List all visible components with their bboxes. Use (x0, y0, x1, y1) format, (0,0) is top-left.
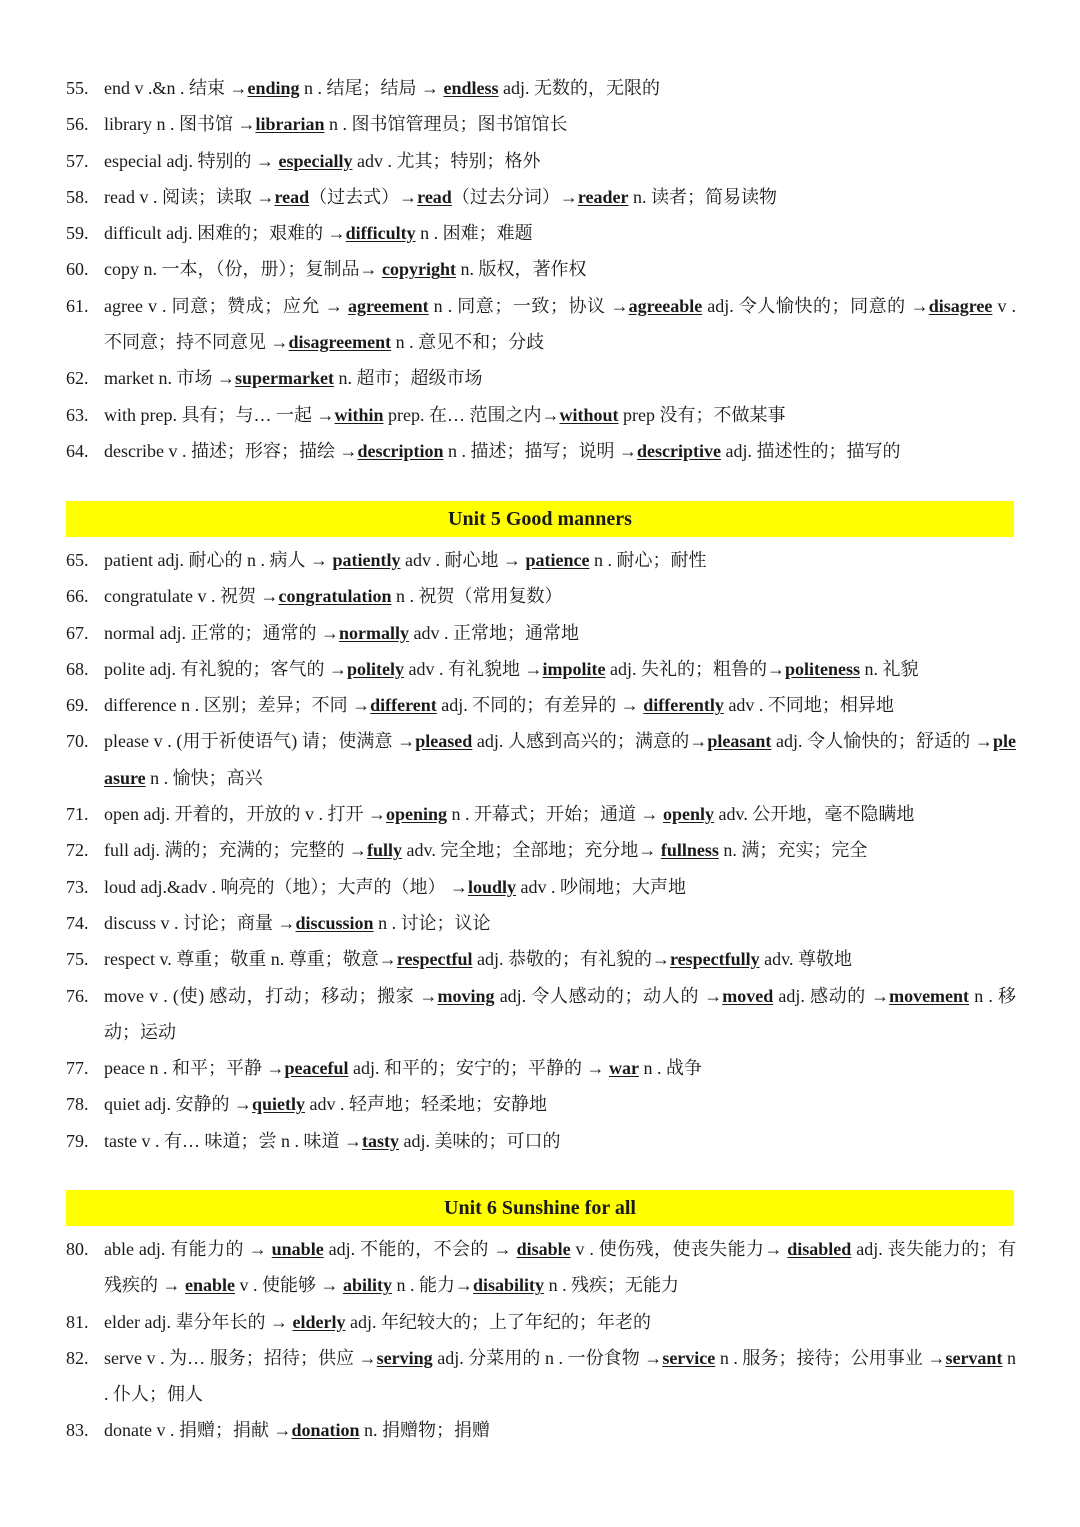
derived-word: within (334, 404, 384, 425)
entry-number: 68. (66, 658, 89, 679)
derived-word: endless (443, 78, 499, 98)
entry-definition: agree v . 同意；赞成；应允 → (104, 295, 348, 316)
entry-definition: （过去式）→ (309, 186, 418, 207)
entry-definition: v . 使能够 → (235, 1275, 344, 1296)
entry-text (104, 397, 1016, 433)
entry-definition: adj. 分菜用的 n . 一份食物 → (432, 1347, 663, 1368)
derived-word: ending (247, 78, 300, 98)
entry-definition: n. 礼貌 (860, 658, 919, 679)
derived-word: pleasant (707, 731, 772, 752)
entry-number: 79. (66, 1130, 89, 1151)
entry-text (104, 433, 1016, 469)
section-unit-4-continued (0, 70, 1080, 469)
entry-definition: open adj. 开着的，开放的 v . 打开 → (104, 804, 386, 825)
entry-text (104, 832, 1016, 868)
derived-word: servant (945, 1347, 1003, 1368)
derived-word: disagreement (288, 332, 392, 353)
entry-number: 83. (66, 1420, 89, 1441)
entry-definition: full adj. 满的；充满的；完整的 → (104, 840, 367, 861)
entry-definition: n. 满；充实；完全 (718, 840, 868, 861)
derived-word: patiently (332, 550, 401, 570)
entry-text (104, 941, 1016, 977)
entry-number: 67. (66, 622, 89, 643)
entry-number: 74. (66, 912, 89, 933)
entry-definition: peace n . 和平；平静 → (104, 1058, 285, 1079)
derived-word: different (370, 695, 437, 716)
entry-number: 62. (66, 368, 89, 389)
derived-word: differently (643, 695, 724, 716)
entry-definition: v . 使伤残，使丧失能力→ (570, 1239, 788, 1259)
entry-text (104, 978, 1016, 1051)
entry-definition: n . 耐心；耐性 (589, 550, 707, 570)
derived-word: opening (385, 804, 448, 825)
vocab-entry (0, 1304, 1080, 1340)
derived-word: normally (338, 622, 409, 643)
vocab-entry (0, 978, 1080, 1051)
derived-word: fully (367, 840, 403, 861)
derived-word: read (417, 186, 452, 207)
entry-definition: adv . 不同地；相异地 (723, 695, 894, 716)
entry-definition: read v . 阅读；读取 → (104, 186, 275, 207)
derived-word: read (274, 186, 310, 207)
derived-word: supermarket (234, 368, 334, 389)
entry-number: 55. (66, 78, 89, 98)
derived-word: agreement (347, 295, 429, 316)
entry-text (104, 1340, 1016, 1413)
entry-definition: adv . 耐心地 → (400, 550, 526, 570)
vocab-entry (0, 796, 1080, 832)
entry-definition: respect v. 尊重；敬重 n. 尊重；敬意→ (104, 949, 397, 970)
entry-text (104, 615, 1016, 651)
entry-definition: n . 描述；描写；说明 → (443, 440, 637, 461)
entry-definition: n . 战争 (638, 1058, 702, 1079)
unit-header: Unit 6 Sunshine for all (66, 1190, 1014, 1226)
entry-definition: patient adj. 耐心的 n . 病人 → (104, 550, 333, 570)
entry-number: 60. (66, 259, 89, 280)
entry-number: 61. (66, 295, 89, 316)
derived-word: war (608, 1058, 639, 1079)
entry-definition: n . 移动；运动 (104, 985, 1016, 1042)
derived-word: disable (516, 1239, 571, 1259)
derived-word: respectfully (669, 949, 760, 970)
entry-definition: adv . 有礼貌地 → (403, 658, 543, 679)
entry-definition: quiet adj. 安静的 → (104, 1094, 252, 1115)
entry-definition: n . 残疾；无能力 (544, 1275, 680, 1296)
derived-word: moved (722, 985, 774, 1006)
entry-text (104, 1304, 1016, 1340)
entry-definition: adj. 不能的，不会的 → (323, 1239, 517, 1259)
derived-word: movement (889, 985, 970, 1006)
derived-word: moving (437, 985, 495, 1006)
vocab-entry (0, 215, 1080, 251)
entry-definition: （过去分词）→ (451, 186, 578, 207)
entry-text (104, 796, 1016, 832)
entry-number: 71. (66, 804, 89, 825)
entry-definition: describe v . 描述；形容；描绘 → (104, 440, 358, 461)
entry-definition: copy n. 一本，（份，册）；复制品→ (104, 259, 382, 280)
entry-number: 64. (66, 440, 89, 461)
entry-definition: taste v . 有… 味道；尝 n . 味道 → (104, 1130, 362, 1151)
vocab-entry (0, 106, 1080, 142)
entry-definition: especial adj. 特别的 → (104, 150, 279, 171)
entry-definition: n . 同意；一致；协议 → (428, 295, 629, 316)
entry-definition: adj. 令人感动的；动人的 → (494, 985, 723, 1006)
entry-text (104, 251, 1016, 287)
vocab-entry (0, 360, 1080, 396)
entry-definition: adj. 无数的，无限的 (498, 78, 661, 98)
derived-word: fullness (660, 840, 719, 861)
entry-definition: library n . 图书馆 → (104, 114, 256, 135)
entry-number: 63. (66, 404, 89, 425)
derived-word: respectful (396, 949, 473, 970)
vocab-entry (0, 70, 1080, 106)
entry-definition: adv . 尤其；特别；格外 (352, 150, 541, 171)
entry-definition: difference n . 区别；差异；不同 → (104, 695, 371, 716)
entry-definition: market n. 市场 → (104, 368, 235, 389)
derived-word: disabled (787, 1239, 852, 1259)
entry-definition: adj. 恭敬的；有礼貌的→ (472, 949, 670, 970)
vocab-entry (0, 578, 1080, 614)
entry-definition: adj. 令人愉快的；舒适的 → (771, 731, 993, 752)
vocab-entry (0, 615, 1080, 651)
entry-definition: adj. 人感到高兴的；满意的→ (472, 731, 708, 752)
entry-definition: serve v . 为… 服务；招待；供应 → (104, 1347, 377, 1368)
entry-text (104, 578, 1016, 614)
vocab-entry (0, 651, 1080, 687)
vocab-entry (0, 1340, 1080, 1413)
vocab-entry (0, 832, 1080, 868)
derived-word: reader (577, 186, 629, 207)
entry-number: 77. (66, 1058, 89, 1079)
derived-word: descriptive (636, 440, 721, 461)
entry-definition: adj. 令人愉快的；同意的 → (702, 295, 929, 316)
entry-definition: adj. 年纪较大的；上了年纪的；年老的 (345, 1311, 651, 1332)
entry-definition: prep. 在… 范围之内→ (383, 404, 560, 425)
entry-definition: adj. 不同的；有差异的 → (436, 695, 644, 716)
entry-text (104, 687, 1016, 723)
derived-word: pleasure (104, 731, 1017, 788)
entry-number: 81. (66, 1311, 89, 1332)
entry-definition: n . 讨论；议论 (373, 912, 491, 933)
derived-word: service (662, 1347, 716, 1368)
entry-number: 59. (66, 223, 89, 244)
vocab-entry (0, 687, 1080, 723)
entry-definition: adv . 正常地；通常地 (408, 622, 579, 643)
derived-word: elderly (292, 1311, 346, 1332)
derived-word: donation (291, 1420, 360, 1441)
entry-number: 69. (66, 695, 89, 716)
vocab-entry (0, 179, 1080, 215)
entry-definition: move v . (使) 感动，打动；移动；搬家 → (104, 985, 438, 1006)
entry-text (104, 1050, 1016, 1086)
entry-definition: n . 意见不和；分歧 (391, 332, 545, 353)
derived-word: disagree (928, 295, 993, 316)
entry-text (104, 143, 1016, 179)
entry-definition: adv. 公开地，毫不隐瞒地 (714, 804, 915, 825)
vocab-entry (0, 433, 1080, 469)
vocab-entry (0, 1412, 1080, 1448)
entry-number: 80. (66, 1239, 89, 1259)
derived-word: peaceful (284, 1058, 349, 1079)
derived-word: loudly (467, 876, 517, 897)
entry-definition: n. 捐赠物；捐赠 (359, 1420, 491, 1441)
derived-word: congratulation (278, 586, 392, 607)
derived-word: especially (278, 150, 353, 171)
unit-header: Unit 5 Good manners (66, 501, 1014, 537)
entry-definition: n. 读者；简易读物 (628, 186, 777, 207)
entry-definition: polite adj. 有礼貌的；客气的 → (104, 658, 347, 679)
entry-text (104, 1086, 1016, 1122)
entry-text (104, 288, 1016, 361)
entry-text (104, 179, 1016, 215)
entry-definition: normal adj. 正常的；通常的 → (104, 622, 339, 643)
entry-list (0, 1231, 1080, 1449)
vocab-entry (0, 251, 1080, 287)
entry-text (104, 70, 1016, 106)
vocab-entry (0, 542, 1080, 578)
vocab-entry (0, 1123, 1080, 1159)
entry-text (104, 869, 1016, 905)
entry-text (104, 651, 1016, 687)
entry-text (104, 723, 1016, 796)
entry-definition: adj. 和平的；安宁的；平静的 → (348, 1058, 609, 1079)
entry-number: 70. (66, 731, 89, 752)
derived-word: agreeable (628, 295, 703, 316)
entry-definition: n . 图书馆管理员；图书馆馆长 (324, 114, 568, 135)
entry-definition: n. 版权，著作权 (456, 259, 587, 280)
entry-definition: difficult adj. 困难的；艰难的 → (104, 223, 346, 244)
derived-word: politely (346, 658, 404, 679)
entry-number: 75. (66, 949, 89, 970)
derived-word: quietly (251, 1094, 305, 1115)
entry-definition: n . 服务；接待；公用事业 → (715, 1347, 946, 1368)
derived-word: enable (185, 1275, 236, 1296)
entry-definition: end v .&n . 结束 → (104, 78, 248, 98)
entry-number: 57. (66, 150, 89, 171)
entry-list (0, 542, 1080, 1159)
entry-definition: v . 不同意；持不同意见 → (104, 295, 1017, 353)
derived-word: patience (525, 550, 590, 570)
derived-word: copyright (382, 259, 456, 280)
entry-number: 73. (66, 876, 89, 897)
entry-text (104, 360, 1016, 396)
entry-definition: prep 没有；不做某事 (618, 404, 786, 425)
entry-definition: adj. 美味的；可口的 (399, 1130, 561, 1151)
vocab-entry (0, 288, 1080, 361)
entry-definition: adv. 完全地；全部地；充分地→ (402, 840, 661, 861)
vocab-entry (0, 869, 1080, 905)
derived-word: serving (376, 1347, 433, 1368)
entry-definition: adj. 失礼的；粗鲁的→ (605, 658, 785, 679)
entry-definition: adv . 轻声地；轻柔地；安静地 (305, 1094, 547, 1115)
derived-word: pleased (415, 731, 473, 752)
entry-definition: n . 能力→ (392, 1275, 474, 1296)
vocab-entry (0, 1231, 1080, 1304)
vocab-entry (0, 905, 1080, 941)
derived-word: description (357, 440, 444, 461)
entry-list (0, 70, 1080, 469)
entry-definition: n . 仆人；佣人 (104, 1347, 1017, 1405)
entry-definition: n . 祝贺（常用复数） (391, 586, 563, 607)
entry-definition: adv . 吵闹地；大声地 (516, 876, 687, 897)
entry-definition: adj. 感动的 → (773, 985, 890, 1006)
entry-number: 56. (66, 114, 89, 135)
derived-word: openly (663, 804, 715, 825)
vocab-entry (0, 1050, 1080, 1086)
derived-word: discussion (295, 912, 374, 933)
entry-text (104, 1123, 1016, 1159)
entry-definition: loud adj.&adv . 响亮的（地）；大声的（地） → (104, 876, 468, 897)
vocab-entry (0, 397, 1080, 433)
entry-definition: elder adj. 辈分年长的 → (104, 1311, 293, 1332)
vocab-entry (0, 143, 1080, 179)
entry-number: 72. (66, 840, 89, 861)
derived-word: without (559, 404, 619, 425)
derived-word: unable (271, 1239, 324, 1259)
derived-word: ability (343, 1275, 393, 1296)
derived-word: difficulty (345, 223, 416, 244)
derived-word: librarian (255, 114, 325, 135)
entry-text (104, 1231, 1016, 1304)
vocab-entry (0, 1086, 1080, 1122)
entry-definition: n. 超市；超级市场 (333, 368, 483, 389)
entry-text (104, 1412, 1016, 1448)
derived-word: politeness (784, 658, 860, 679)
entry-text (104, 215, 1016, 251)
entry-number: 82. (66, 1347, 89, 1368)
vocab-entry (0, 941, 1080, 977)
entry-definition: discuss v . 讨论；商量 → (104, 912, 296, 933)
entry-number: 78. (66, 1094, 89, 1115)
entry-definition: congratulate v . 祝贺 → (104, 586, 279, 607)
entry-text (104, 106, 1016, 142)
entry-number: 65. (66, 550, 89, 570)
entry-definition: able adj. 有能力的 → (104, 1239, 272, 1259)
entry-text (104, 905, 1016, 941)
vocab-entry (0, 723, 1080, 796)
derived-word: tasty (362, 1130, 399, 1151)
entry-number: 66. (66, 586, 89, 607)
entry-definition: n . 开幕式；开始；通道 → (447, 804, 664, 825)
entry-definition: n . 愉快；高兴 (145, 767, 263, 788)
entry-definition: please v . (用于祈使语气) 请；使满意 → (104, 731, 416, 752)
entry-definition: adj. 描述性的；描写的 (720, 440, 901, 461)
entry-number: 58. (66, 186, 89, 207)
entry-number: 76. (66, 985, 89, 1006)
entry-definition: adj. 丧失能力的；有残疾的 → (104, 1239, 1016, 1296)
entry-definition: n . 结尾；结局 → (299, 78, 444, 98)
entry-definition: adv. 尊敬地 (759, 949, 852, 970)
entry-text (104, 542, 1016, 578)
derived-word: impolite (542, 658, 606, 679)
entry-definition: donate v . 捐赠；捐献 → (104, 1420, 292, 1441)
entry-definition: n . 困难；难题 (415, 223, 533, 244)
entry-definition: with prep. 具有；与… 一起 → (104, 404, 335, 425)
derived-word: disability (473, 1275, 545, 1296)
